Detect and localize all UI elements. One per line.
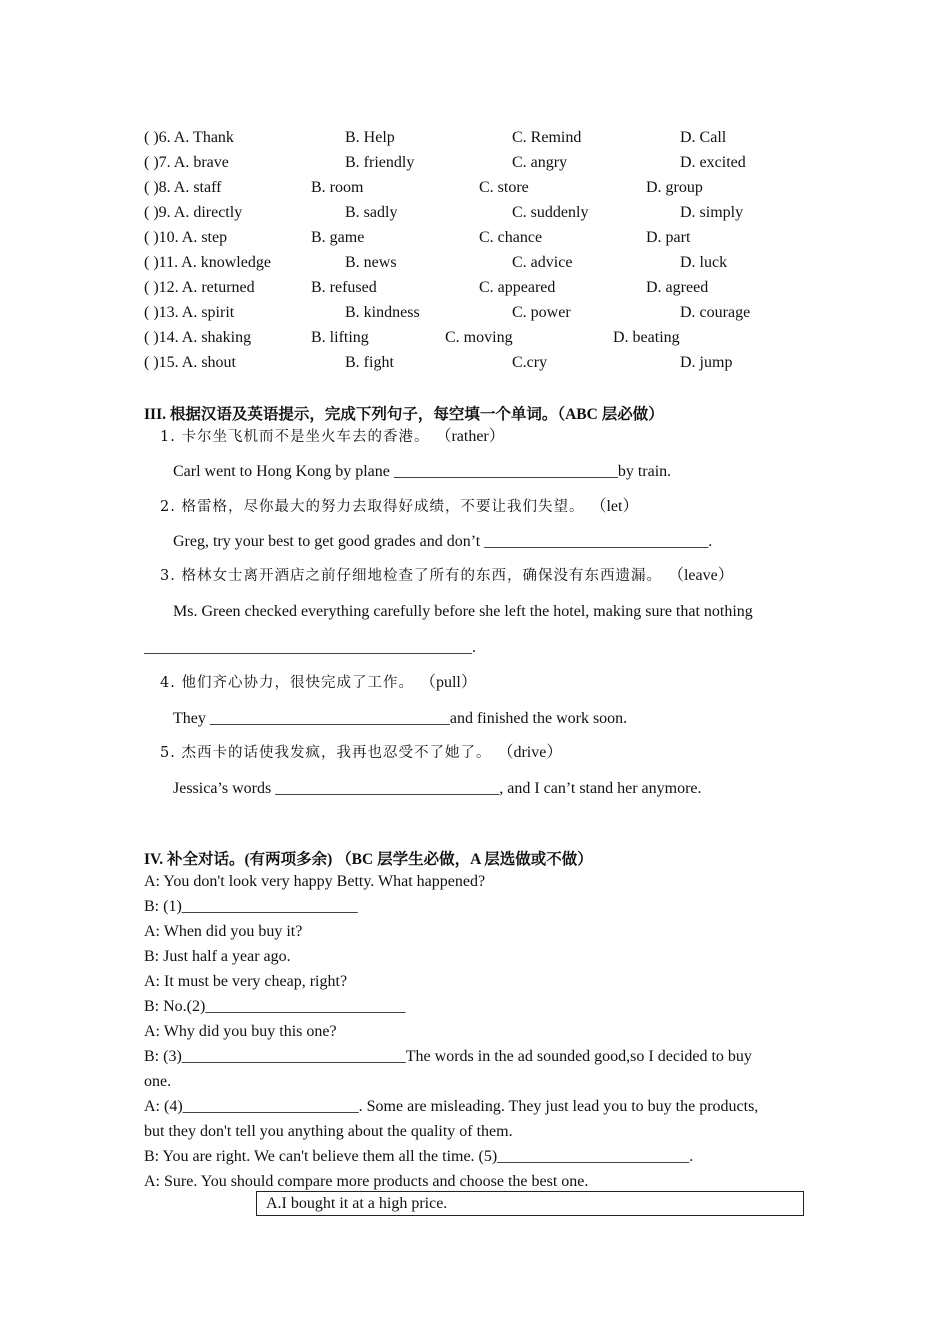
option-c: C. power xyxy=(512,304,571,321)
option-c: C. store xyxy=(479,179,529,196)
option-b: B. refused xyxy=(311,279,377,296)
dialogue-line: B: You are right. We can't believe them all the time. (5)________________________. xyxy=(144,1148,694,1165)
option-b: B. Help xyxy=(345,129,395,146)
question-stem: ( )7. A. brave xyxy=(144,154,229,171)
dialogue-line: A: (4)______________________. Some are misleading. They just lead you to buy the products, xyxy=(144,1098,759,1115)
question-stem: ( )12. A. returned xyxy=(144,279,255,296)
translation-prompt xyxy=(160,497,638,517)
english-sentence: They ______________________________and finished the work soon. xyxy=(173,710,628,727)
option-d: D. beating xyxy=(613,329,680,346)
chinese-sentence: 3. 格林女士离开酒店之前仔细地检查了所有的东西，确保没有东西遗漏。 xyxy=(160,568,662,584)
english-hint: （drive） xyxy=(505,744,563,761)
option-c: C. chance xyxy=(479,229,543,246)
english-sentence: Greg, try your best to get good grades and don’t ____________________________. xyxy=(173,533,713,550)
dialogue-line: B: No.(2)_________________________ xyxy=(144,998,406,1015)
question-stem: ( )9. A. directly xyxy=(144,204,243,221)
dialogue-line: B: Just half a year ago. xyxy=(144,948,291,965)
chinese-sentence: 2. 格雷格，尽你最大的努力去取得好成绩，不要让我们失望。 xyxy=(160,499,585,515)
question-stem: ( )10. A. step xyxy=(144,229,228,246)
chinese-sentence: 1. 卡尔坐飞机而不是坐火车去的香港。 xyxy=(160,429,430,445)
option-a: A.I bought it at a high price. xyxy=(266,1195,448,1212)
english-sentence: Jessica’s words ____________________________, and I can’t stand her anymore. xyxy=(173,780,702,797)
english-hint: （leave） xyxy=(675,567,734,584)
option-b: B. lifting xyxy=(311,329,369,346)
option-b: B. friendly xyxy=(345,154,415,171)
option-d: D. jump xyxy=(680,354,733,371)
dialogue-line: A: It must be very cheap, right? xyxy=(144,973,348,990)
option-b: B. sadly xyxy=(345,204,398,221)
option-d: D. excited xyxy=(680,154,746,171)
question-stem: ( )14. A. shaking xyxy=(144,329,252,346)
option-d: D. part xyxy=(646,229,691,246)
dialogue-line: B: (3)____________________________The words in the ad sounded good,so I decided to buy xyxy=(144,1048,752,1065)
option-d: D. courage xyxy=(680,304,751,321)
translation-prompt xyxy=(160,427,505,447)
section-4-title: IV. 补全对话。(有两项多余) （BC 层学生必做，A 层选做或不做） xyxy=(144,851,593,868)
dialogue-line: A: When did you buy it? xyxy=(144,923,303,940)
dialogue-line: B: (1)______________________ xyxy=(144,898,358,915)
translation-prompt xyxy=(160,673,477,693)
question-stem: ( )13. A. spirit xyxy=(144,304,235,321)
question-stem: ( )11. A. knowledge xyxy=(144,254,271,271)
option-c: C. Remind xyxy=(512,129,582,146)
english-hint: （let） xyxy=(598,498,639,515)
option-box xyxy=(256,1191,804,1216)
option-c: C.cry xyxy=(512,354,548,371)
question-stem: ( )8. A. staff xyxy=(144,179,222,196)
option-d: D. Call xyxy=(680,129,727,146)
answer-blank-line: _________________________________________. xyxy=(144,639,476,656)
option-b: B. kindness xyxy=(345,304,420,321)
question-stem: ( )15. A. shout xyxy=(144,354,236,371)
english-sentence: Ms. Green checked everything carefully before she left the hotel, making sure that nothing xyxy=(173,603,753,620)
option-c: C. appeared xyxy=(479,279,556,296)
option-d: D. simply xyxy=(680,204,744,221)
option-c: C. advice xyxy=(512,254,573,271)
translation-prompt xyxy=(160,743,562,763)
option-c: C. suddenly xyxy=(512,204,589,221)
option-d: D. group xyxy=(646,179,703,196)
option-b: B. news xyxy=(345,254,397,271)
question-stem: ( )6. A. Thank xyxy=(144,129,234,146)
english-sentence: Carl went to Hong Kong by plane ____________________________by train. xyxy=(173,463,672,480)
dialogue-line: but they don't tell you anything about the quality of them. xyxy=(144,1123,513,1140)
dialogue-line: A: Sure. You should compare more products and choose the best one. xyxy=(144,1173,589,1190)
option-b: B. game xyxy=(311,229,365,246)
dialogue-line: A: Why did you buy this one? xyxy=(144,1023,337,1040)
option-d: D. luck xyxy=(680,254,728,271)
dialogue-line: one. xyxy=(144,1073,172,1090)
translation-prompt xyxy=(160,566,734,586)
chinese-sentence: 4. 他们齐心协力，很快完成了工作。 xyxy=(160,675,414,691)
section-3-title: III. 根据汉语及英语提示，完成下列句子，每空填一个单词。（ABC 层必做） xyxy=(144,406,664,423)
option-d: D. agreed xyxy=(646,279,709,296)
option-c: C. angry xyxy=(512,154,568,171)
chinese-sentence: 5. 杰西卡的话使我发疯，我再也忍受不了她了。 xyxy=(160,745,492,761)
english-hint: （rather） xyxy=(443,428,505,445)
option-b: B. room xyxy=(311,179,364,196)
option-b: B. fight xyxy=(345,354,394,371)
option-c: C. moving xyxy=(445,329,513,346)
english-hint: （pull） xyxy=(427,674,477,691)
dialogue-line: A: You don't look very happy Betty. What happened? xyxy=(144,873,486,890)
